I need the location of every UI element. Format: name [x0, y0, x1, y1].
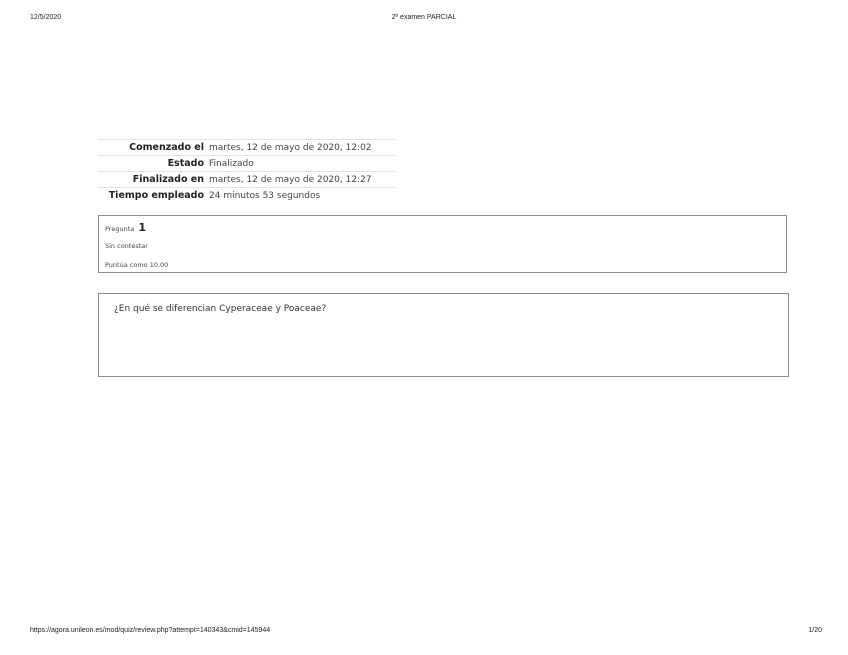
summary-label: Estado	[167, 158, 204, 169]
question-number: 1	[138, 221, 146, 234]
summary-row-started	[98, 140, 396, 156]
print-header	[0, 14, 848, 26]
summary-value: martes, 12 de mayo de 2020, 12:02	[209, 142, 372, 153]
summary-label: Tiempo empleado	[108, 190, 204, 202]
summary-row-finished	[98, 172, 396, 188]
summary-value: 24 minutos 53 segundos	[209, 190, 321, 201]
print-url: https://agora.unileon.es/mod/quiz/review.php?attempt=140343&cmid=145944	[30, 627, 271, 634]
question-info-box	[98, 215, 787, 273]
summary-row-state	[98, 156, 396, 172]
summary-row-time-taken	[98, 188, 396, 204]
page-number: 1/20	[808, 627, 822, 634]
print-date: 12/5/2020	[30, 14, 62, 21]
question-label: Pregunta	[105, 225, 135, 233]
question-grade: Puntúa como 10,00	[105, 261, 169, 269]
question-state: Sin contestar	[105, 242, 148, 250]
summary-value: martes, 12 de mayo de 2020, 12:27	[209, 174, 372, 185]
question-content-box	[98, 293, 789, 377]
question-heading	[105, 221, 146, 234]
print-title: 2º examen PARCIAL	[391, 14, 457, 21]
question-text: ¿En qué se diferencian Cyperaceae y Poaceae?	[114, 304, 327, 314]
summary-label: Comenzado el	[129, 142, 204, 153]
summary-label: Finalizado en	[132, 174, 204, 185]
print-footer	[0, 627, 848, 639]
summary-value: Finalizado	[209, 158, 254, 169]
attempt-summary-table	[98, 139, 396, 204]
